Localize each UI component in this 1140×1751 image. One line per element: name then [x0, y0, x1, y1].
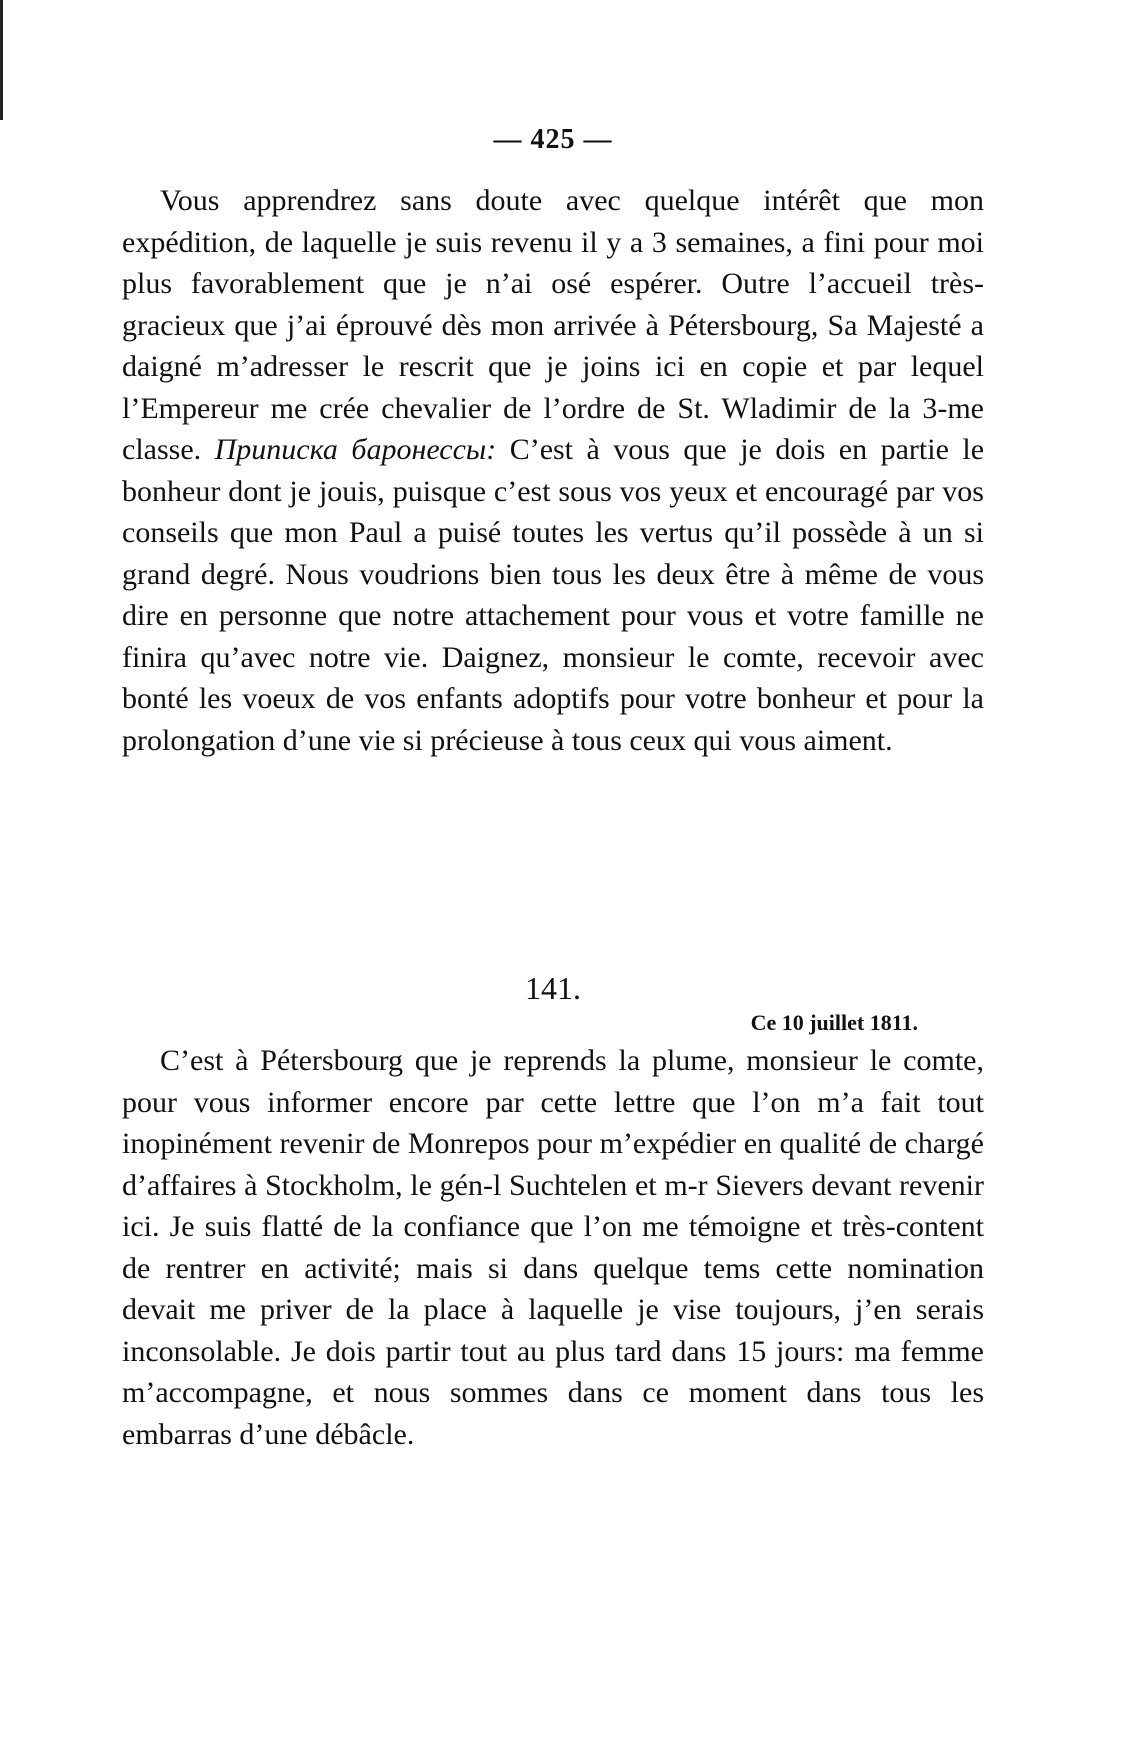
postscript-text: C’est à vous que je dois en partie le bonheur dont je jouis, puisque c’est sous vos yeux et encouragé par vos conseils que mon Paul a puisé toutes les vertus qu’il possède à un si grand degré. Nous voudrions bien tous les deux être à même de vous dire en personne que notre attachement pour vous et votre famille ne finira qu’avec notre vie. Daignez, monsieur le comte, recevoir avec bonté les voeux de vos enfants adoptifs pour votre bonheur et pour la prolongation d’une vie si précieuse à tous ceux qui vous aiment.: [122, 433, 985, 757]
page-edge-scan-mark: [0, 0, 3, 120]
page-number: — 425 —: [493, 124, 613, 155]
letter-date: Ce 10 juillet 1811.: [750, 1010, 918, 1035]
letter-number: 141.: [525, 970, 581, 1006]
postscript-label: Приписка баронессы:: [214, 433, 497, 466]
letter-141-paragraph: C’est à Pétersbourg que je reprends la plume, monsieur le comte, pour vous informer encore par cette lettre que l’on m’a fait tout inopinément revenir de Monrepos pour m’expédier en qualité de chargé d’affaires à Stockholm, le gén-l Suchtelen et m-r Sievers devant revenir ici. Je suis flatté de la confiance que l’on me témoigne et très-content de rentrer en activité; mais si dans quelque tems cette nomination devait me priver de la place à laquelle je vise toujours, j’en serais inconsolable. Je dois partir tout au plus tard dans 15 jours: ma femme m’accompagne, et nous sommes dans ce moment dans tous les embarras d’une débâcle.: [122, 1044, 984, 1451]
letter-140-text: Vous apprendrez sans doute avec quelque intérêt que mon expédition, de laquelle je suis revenu il y a 3 semaines, a fini pour moi plus favorablement que je n’ai osé espérer. Outre l’accueil très-gracieux que j’ai éprouvé dès mon arrivée à Pétersbourg, Sa Majesté a daigné m’adresser le rescrit que je joins ici en copie et par lequel l’Empereur me crée chevalier de l’ordre de St. Wladimir de la 3-me classe.: [122, 184, 984, 466]
letter-140-paragraph: [122, 180, 984, 761]
